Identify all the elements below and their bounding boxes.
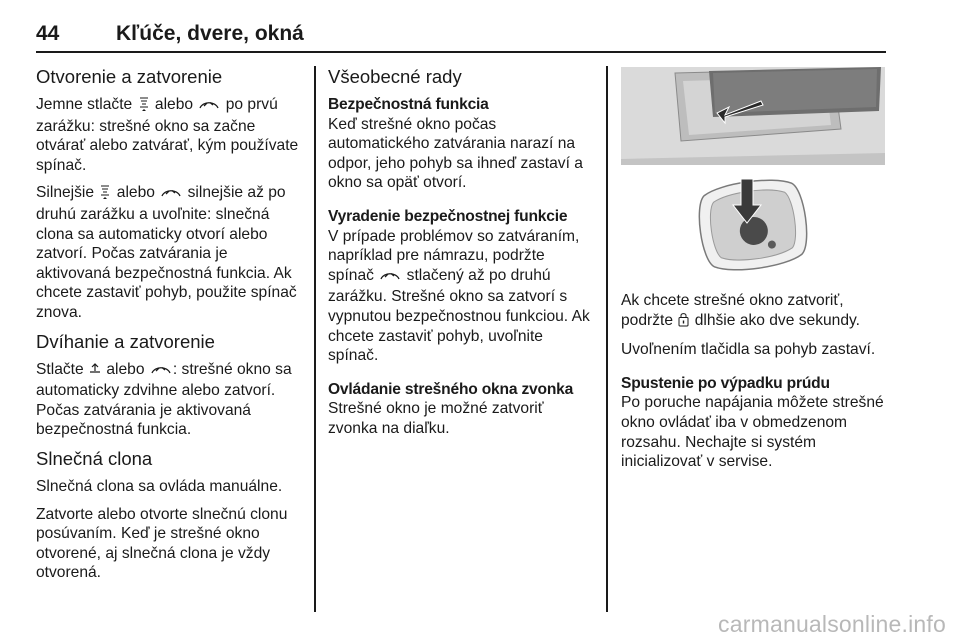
column-divider-2 xyxy=(606,66,608,612)
subheading-disable-safety: Vyradenie bezpečnostnej funkcie xyxy=(328,207,568,225)
column-2 xyxy=(328,62,594,447)
subheading-outside-control: Ovládanie strešného okna zvonka xyxy=(328,380,574,398)
paragraph-safety-function: Keď strešné okno počas automatického zatvárania narazí na odpor, jeho pohyb sa ihneď zastaví a okno sa opäť otvorí. xyxy=(328,115,583,192)
paragraph-sunblind-slide: Zatvorte alebo otvorte slnečnú clonu posúvaním. Keď je strešné okno otvorené, aj slnečná clona je vždy otvorená. xyxy=(36,505,288,582)
heading-sunblind: Slnečná clona xyxy=(36,447,153,469)
watermark: carmanualsonline.info xyxy=(718,611,946,637)
page-number: 44 xyxy=(36,22,60,45)
sunroof-switch-icon xyxy=(160,185,182,205)
paragraph-gentle-press: Jemne stlačte alebo po prvú zarážku: strešné okno sa začne otvárať alebo zatvárať, kým používate spínač. xyxy=(36,96,299,174)
chapter-title: Kľúče, dvere, okná xyxy=(116,22,304,45)
sunblind-switch-icon xyxy=(138,96,150,117)
column-3 xyxy=(621,291,887,480)
paragraph-close-from-key: Ak chcete strešné okno zatvoriť, podržte dlhšie ako dve sekundy. xyxy=(621,291,887,332)
paragraph-disable-safety: V prípade problémov so zatváraním, napríklad pre námrazu, podržte spínač stlačený až po druhú zarážku. Strešné okno sa zatvorí s vypnutou bezpečnostnou funkciou. Ak chcete zastaviť pohyb, uvoľnite spínač. xyxy=(328,227,590,365)
paragraph-release-stop: Uvoľnením tlačidla sa pohyb zastaví. xyxy=(621,341,876,359)
heading-tilt-close: Dvíhanie a zatvorenie xyxy=(36,330,215,352)
key-lock-button-icon xyxy=(678,312,689,333)
subheading-power-failure: Spustenie po výpadku prúdu xyxy=(621,374,830,392)
paragraph-tilt: Stlačte alebo : strešné okno sa automaticky zdvihne alebo zatvorí. Počas zatvárania je aktivovaná bezpečnostná funkcia. xyxy=(36,360,292,439)
tilt-switch-icon xyxy=(89,361,101,382)
subheading-safety-function: Bezpečnostná funkcia xyxy=(328,96,489,113)
sunroof-switch-icon xyxy=(198,97,220,117)
page-header xyxy=(36,22,886,52)
paragraph-sunblind-manual: Slnečná clona sa ovláda manuálne. xyxy=(36,477,283,495)
sunroof-key-figure xyxy=(621,67,885,279)
paragraph-outside-control: Strešné okno je možné zatvoriť zvonka na diaľku. xyxy=(328,400,544,437)
paragraph-strong-press: Silnejšie alebo silnejšie až po druhú zarážku a uvoľnite: slnečná clona sa automaticky otvorí alebo zatvorí. Počas zatvárania je aktivovaná bezpečnostná funkcia. Ak chcete zastaviť pohyb, použite spínač znova. xyxy=(36,184,297,321)
heading-open-close: Otvorenie a zatvorenie xyxy=(36,66,223,87)
sunroof-switch-icon xyxy=(379,268,401,288)
paragraph-power-failure: Po poruche napájania môžete strešné okno ovládať iba v obmedzenom rozsahu. Nechajte si systém inicializovať v servise. xyxy=(621,394,884,471)
heading-general-advice: Všeobecné rady xyxy=(328,66,462,87)
column-divider-1 xyxy=(314,66,316,612)
sunroof-switch-icon xyxy=(150,362,172,382)
sunblind-switch-icon xyxy=(99,184,111,205)
header-rule xyxy=(36,51,886,53)
column-1 xyxy=(36,62,304,591)
